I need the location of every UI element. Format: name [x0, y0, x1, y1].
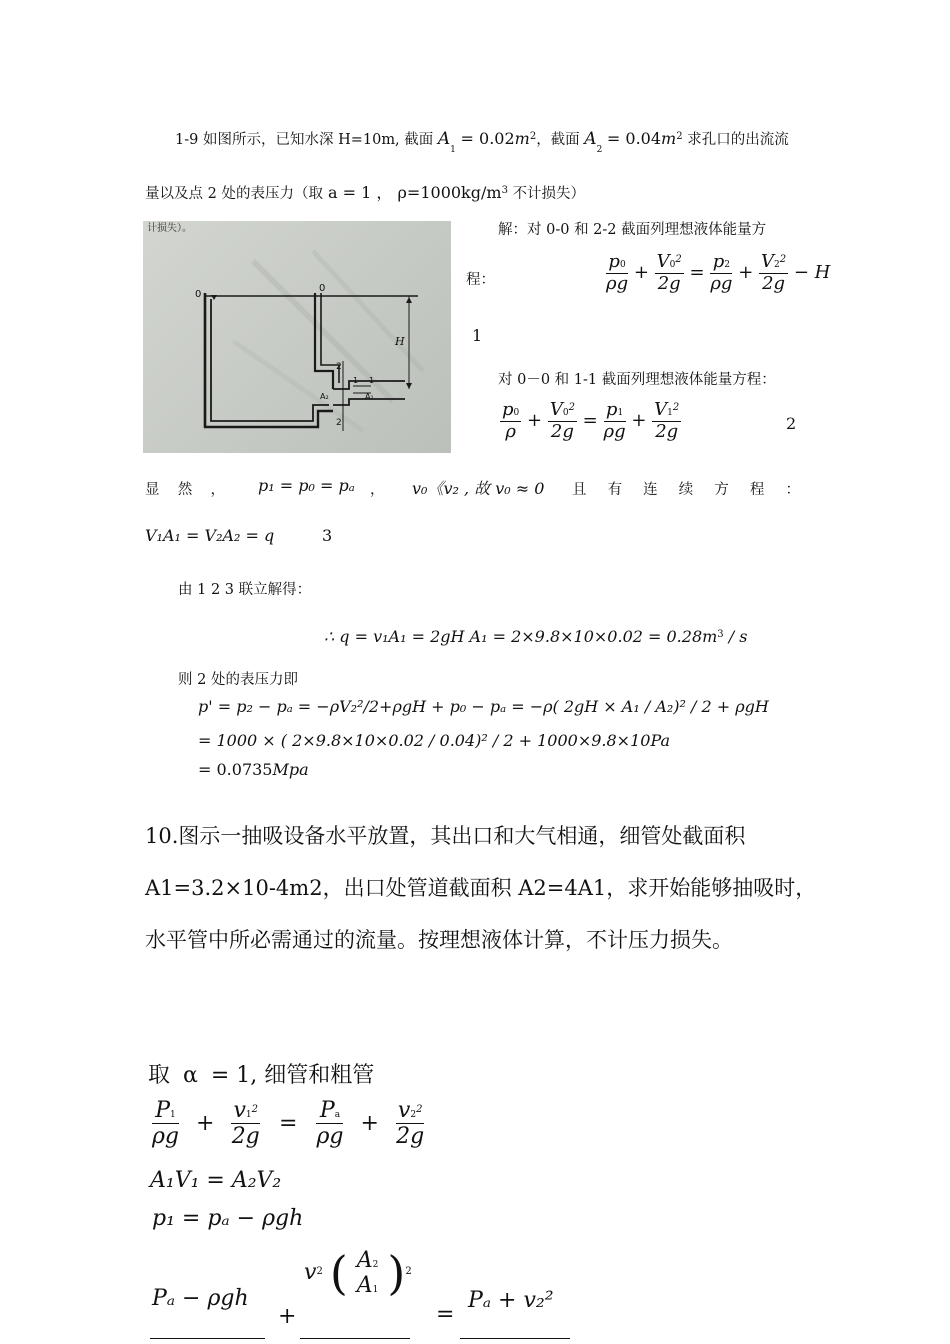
cont-char-1: 且 — [572, 482, 587, 498]
alpha-condition: a = 1 ， — [322, 183, 393, 202]
rho-exponent: 3 — [501, 185, 508, 196]
energy-equation-2: $\frac{p0}{\rho}$ + $\frac{V0^2}{2g}$ = $\frac{p1}{\rho g}$ + $\frac{V1^2}{2g}$ — [502, 399, 680, 442]
cont-char-3: 连 — [643, 482, 658, 498]
problem-10-assumption — [148, 1058, 374, 1089]
cont-char-7: ： — [785, 482, 800, 498]
flow-rate-unit-b: / s — [723, 627, 748, 646]
bern-term-pa: $\frac{Pa}{\rho g}$ — [316, 1098, 344, 1150]
flow-rate-exponent: 3 — [717, 629, 724, 640]
line2-text-b: 不计损失） — [507, 186, 586, 202]
continuity-phrase — [572, 478, 800, 499]
solution-line-3: 对 0－0 和 1-1 截面列理想液体能量方程： — [498, 372, 776, 388]
equation-number-1: 1 — [472, 326, 483, 345]
final-equation-ratio: $v^2$ ( A2 A1 )$^2$ — [304, 1246, 412, 1300]
label-h: H — [395, 335, 405, 348]
pressure-line-3 — [198, 760, 309, 779]
problem-1-9-line-1 — [175, 128, 789, 155]
eq1-term-v2: $\frac{V2^2}{2g}$ — [761, 251, 787, 294]
figure-caption-top: 计损失）。 — [147, 223, 192, 234]
area-a1-value: = 0.02 — [460, 129, 515, 148]
area-a2-exponent: 2 — [676, 131, 683, 142]
solution-line-1: 解：对 0-0 和 2-2 截面列理想液体能量方 — [498, 222, 767, 238]
pressure-unit: Mpa — [272, 760, 309, 779]
solve-jointly-text: 由 1 2 3 联立解得： — [178, 582, 312, 598]
eq2-term-p0: $\frac{p0}{\rho}$ — [502, 399, 520, 442]
bern-term-p1: $\frac{P1}{\rho g}$ — [152, 1098, 180, 1150]
intro-text: 1-9 如图所示，已知水深 H=10m, 截面 — [175, 132, 434, 148]
label-0-right: 0 — [319, 283, 326, 294]
cont-char-5: 方 — [714, 482, 729, 498]
final-equation-left: Pₐ − ρgh — [152, 1286, 249, 1311]
eq2-term-p1: $\frac{p1}{\rho g}$ — [603, 399, 626, 442]
obvious-char-3: ， — [210, 482, 225, 498]
obvious-char-1: 显 — [145, 482, 160, 498]
label-1-left: 1 — [353, 376, 359, 385]
cont-char-4: 续 — [678, 482, 694, 498]
equation-number-2: 2 — [786, 414, 797, 433]
eq1-term-p2: $\frac{p2}{\rho g}$ — [710, 251, 733, 294]
label-a2: A₂ — [320, 392, 329, 401]
fraction-bar-mid — [300, 1338, 410, 1339]
obvious-word — [145, 478, 225, 499]
final-equation-equals: = — [436, 1302, 455, 1327]
eq2-term-v1: $\frac{V1^2}{2g}$ — [654, 399, 680, 442]
obvious-char-2: 然 — [177, 482, 193, 498]
rho-condition: ρ=1000kg/m — [392, 183, 502, 202]
eq2-term-v0: $\frac{V0^2}{2g}$ — [549, 399, 575, 442]
pressure-intro: 则 2 处的表压力即 — [178, 672, 298, 688]
energy-equation-1: $\frac{p0}{\rho g}$ + $\frac{V0^2}{2g}$ = $\frac{p2}{\rho g}$ + $\frac{V2^2}{2g}$ − H — [606, 251, 831, 294]
area-a1-exponent: 2 — [529, 131, 537, 142]
continuity-equation: V₁A₁ = V₂A₂ = q — [145, 526, 275, 545]
alpha-symbol: α — [183, 1063, 198, 1088]
area-a1-unit: m — [514, 129, 530, 148]
problem-1-9-line-2 — [145, 180, 585, 203]
fraction-bar-left — [150, 1338, 265, 1339]
continuity-equation-10: A₁V₁ = A₂V₂ — [150, 1168, 282, 1193]
bern-term-v1: $\frac{v1^2}{2g}$ — [231, 1098, 260, 1150]
eq1-term-v0: $\frac{V0^2}{2g}$ — [656, 251, 682, 294]
equation-number-3: 3 — [322, 526, 333, 545]
area-a2-subscript: 2 — [596, 145, 603, 155]
intro-text-b: ，截面 — [536, 132, 580, 148]
pressure-value: = 0.0735 — [198, 760, 273, 779]
pressure-condition: p₁ = p₀ = pₐ — [258, 476, 355, 495]
take-text: 取 — [148, 1063, 171, 1088]
cont-char-2: 有 — [607, 482, 623, 498]
label-1-right: 1 — [369, 376, 375, 385]
flow-rate-expression: ∴ q = v₁A₁ = 2gH A₁ = 2×9.8×10×0.02 = 0.28 — [324, 627, 703, 646]
problem-10-line-3: 水平管中所必需通过的流量。按理想液体计算，不计压力损失。 — [145, 928, 733, 952]
flow-rate-unit: m — [702, 627, 718, 646]
final-equation-plus: + — [278, 1304, 297, 1329]
solution-line-2: 程： — [466, 272, 495, 288]
condition-comma: ， — [370, 482, 385, 498]
h-arrow-top — [406, 297, 412, 303]
tank-figure-photo — [143, 221, 451, 453]
pressure-line-1: p' = p₂ − pₐ = −ρV₂²/2+ρgH + p₀ − pₐ = −ρ( 2gH × A₁ / A₂)² / 2 + ρgH — [198, 697, 769, 716]
problem-10-line-1: 10.图示一抽吸设备水平放置，其出口和大气相通，细管处截面积 — [145, 824, 746, 848]
tank-figure-drawing — [143, 221, 451, 453]
pressure-line-2: = 1000 × ( 2×9.8×10×0.02 / 0.04)² / 2 + 1000×9.8×10Pa — [198, 731, 671, 750]
intro-text-c: 求孔口的出流流 — [682, 132, 789, 148]
line2-text: 量以及点 2 处的表压力（取 — [145, 186, 323, 202]
label-a1: A₁ — [365, 392, 374, 401]
fraction-bar-right — [460, 1338, 570, 1339]
label-2-top: 2 — [336, 362, 342, 372]
area-a1-symbol: A — [437, 129, 451, 149]
area-a2-symbol: A — [584, 129, 597, 149]
area-a1-subscript: 1 — [450, 145, 456, 155]
h-arrow-bottom — [406, 383, 412, 389]
final-equation-right: Pₐ + v₂² — [468, 1288, 554, 1313]
area-a2-value: = 0.04 — [606, 129, 662, 148]
flow-rate-result — [324, 627, 747, 646]
label-2-bottom: 2 — [336, 418, 342, 428]
assumption-text: = 1, 细管和粗管 — [210, 1063, 375, 1088]
label-0-left: 0 — [195, 289, 202, 300]
eq1-term-p0: $\frac{p0}{\rho g}$ — [606, 251, 629, 294]
pressure-equation-10: p₁ = pₐ − ρgh — [152, 1206, 304, 1231]
bern-term-v2: $\frac{v2^2}{2g}$ — [396, 1098, 425, 1150]
area-a2-unit: m — [661, 129, 677, 148]
bernoulli-equation: $\frac{P1}{\rho g}$ + $\frac{v1^2}{2g}$ = $\frac{Pa}{\rho g}$ + $\frac{v2^2}{2g}$ — [152, 1098, 425, 1150]
problem-10-line-2: A1=3.2×10-4m2，出口处管道截面积 A2=4A1，求开始能够抽吸时， — [145, 876, 817, 900]
ratio-a2-a1: A2 A1 — [356, 1247, 379, 1298]
cont-char-6: 程 — [749, 482, 765, 498]
velocity-condition: v₀《v₂ , 故 v₀ ≈ 0 — [412, 479, 545, 498]
